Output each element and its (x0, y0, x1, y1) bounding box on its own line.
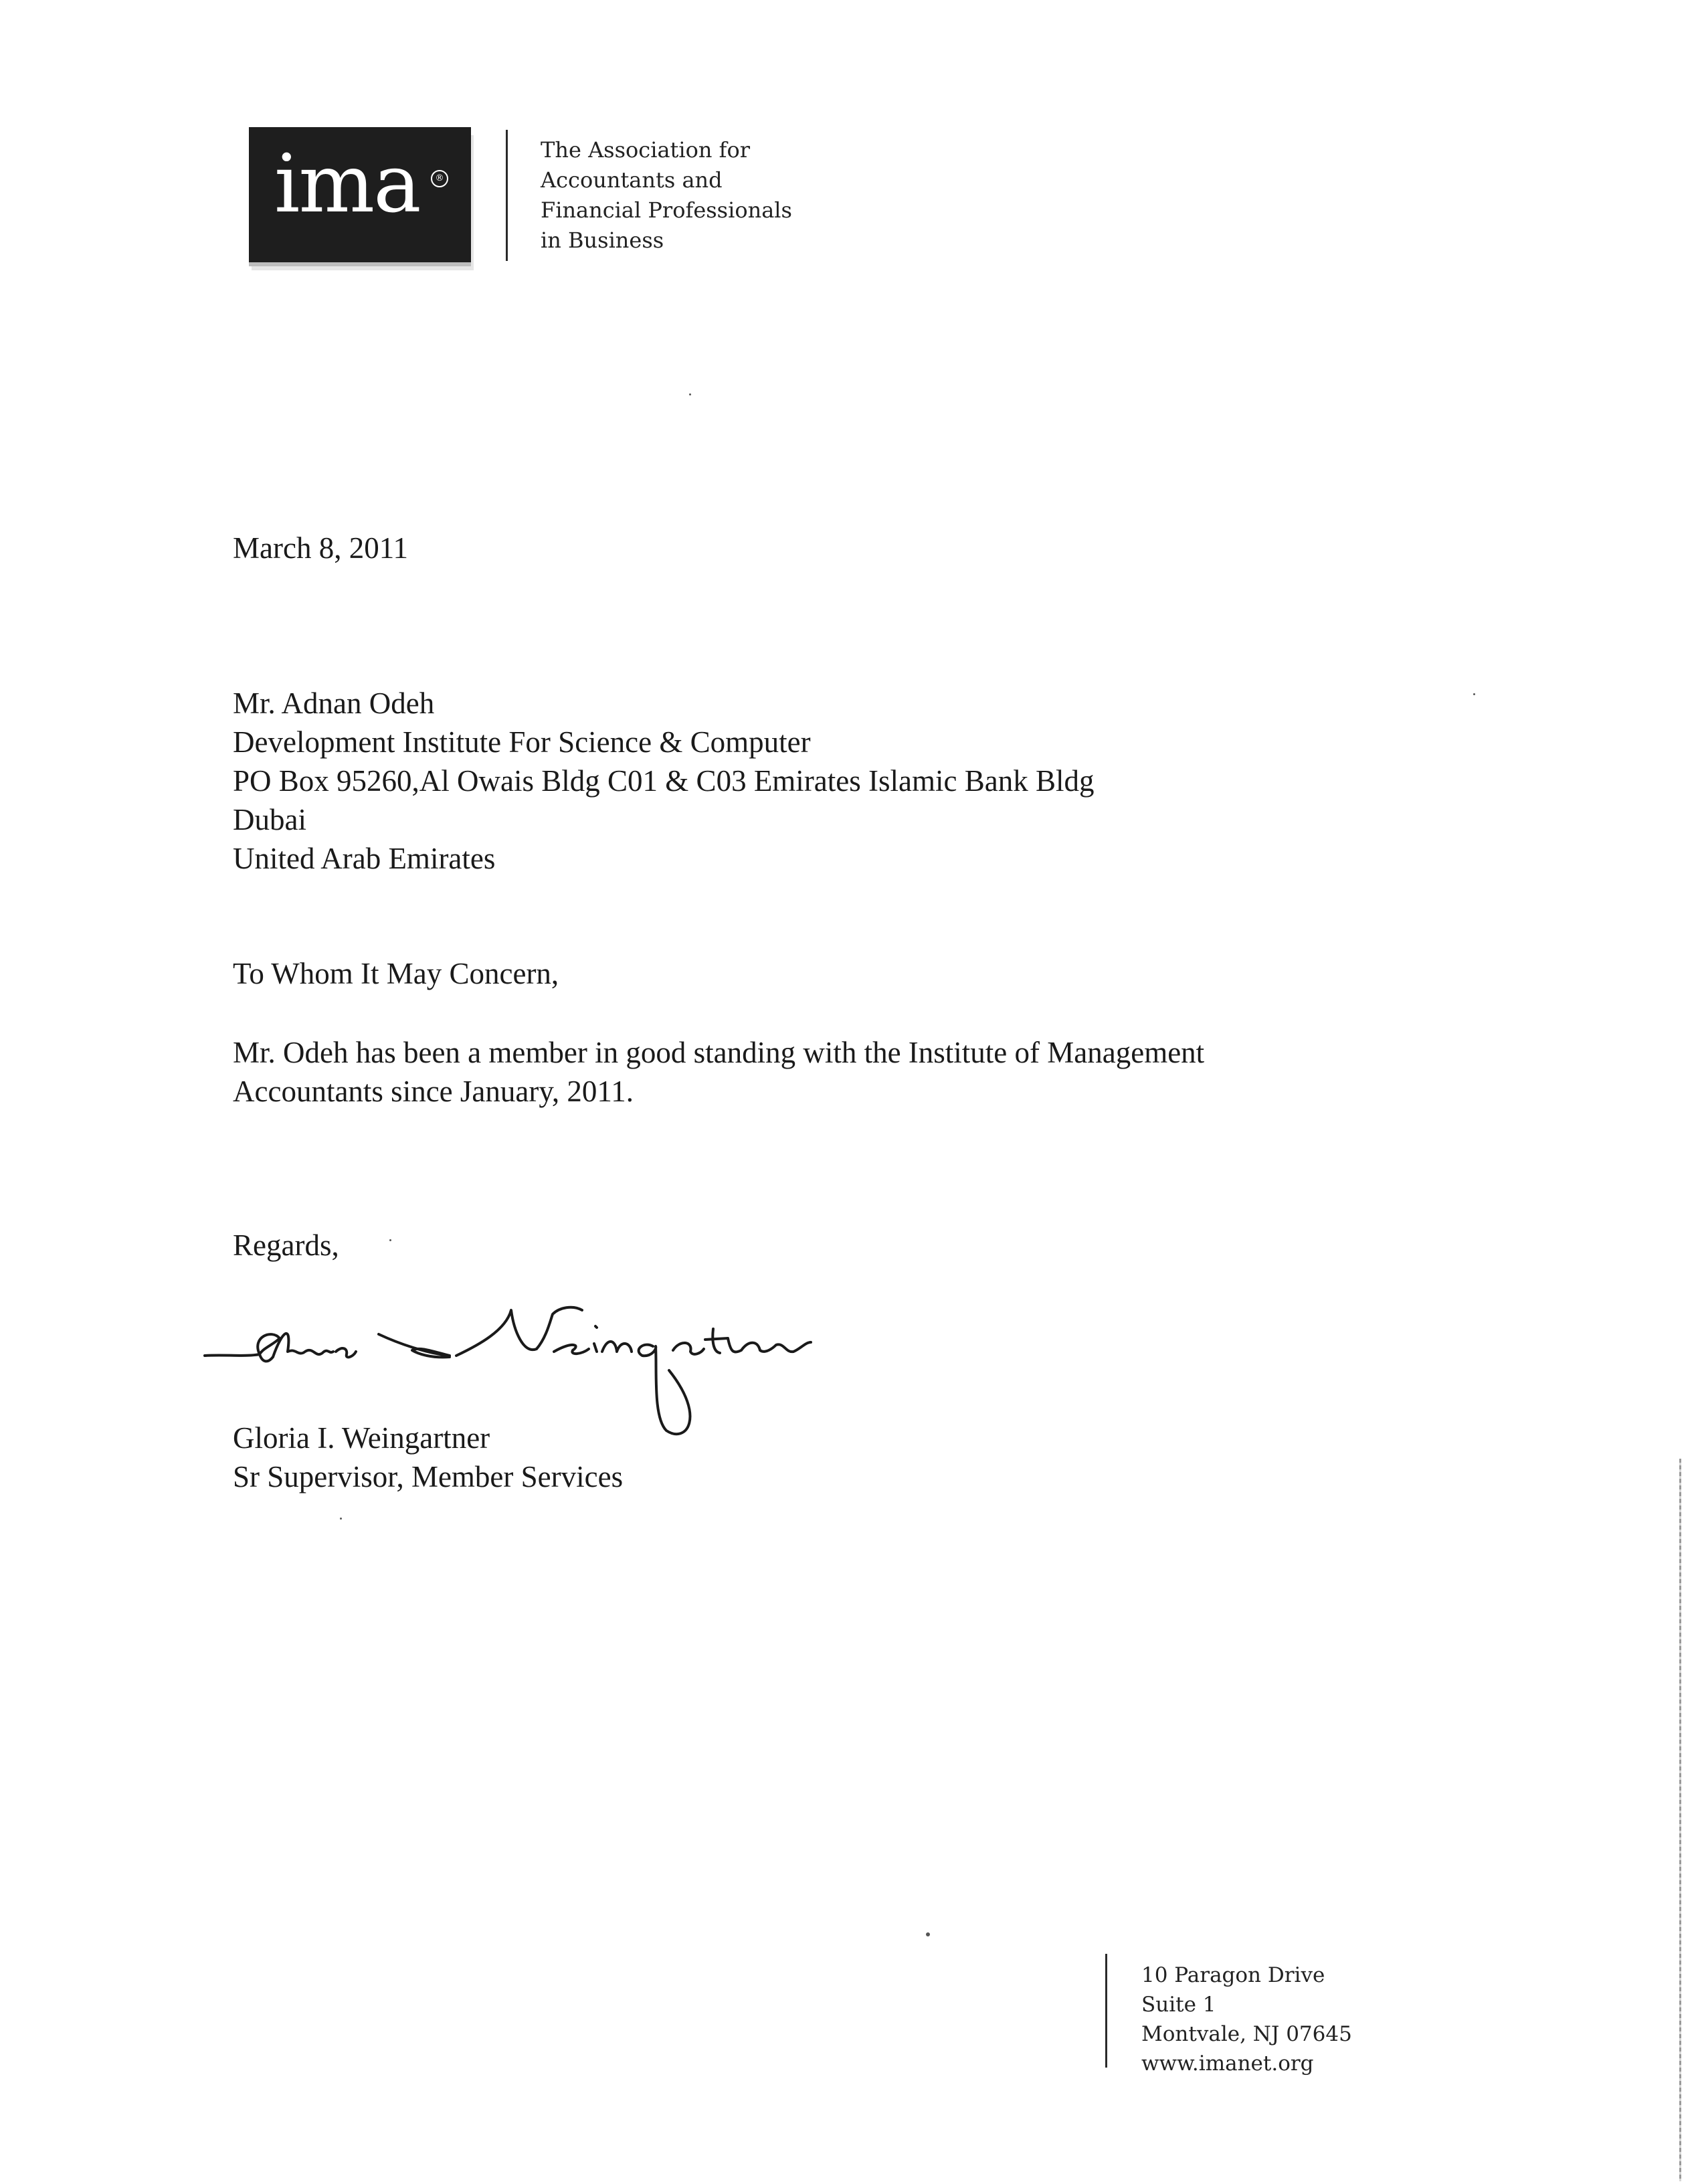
tagline-line: The Association for (541, 137, 751, 163)
scan-speck (389, 1239, 391, 1241)
scan-speck (1473, 693, 1475, 695)
scan-speck (926, 1932, 930, 1936)
footer-address-line: Montvale, NJ 07645 (1141, 2022, 1352, 2046)
scan-speck (689, 393, 691, 395)
body-line: Accountants since January, 2011. (233, 1075, 634, 1108)
footer-address-line: Suite 1 (1141, 1993, 1216, 2017)
letterhead-tagline (541, 135, 792, 256)
footer-divider (1105, 1954, 1107, 2068)
scan-speck (340, 1518, 342, 1520)
recipient-address-line: PO Box 95260,Al Owais Bldg C01 & C03 Emirates Islamic Bank Bldg (233, 764, 1095, 798)
salutation (233, 954, 559, 993)
scan-edge-artifact (1679, 1459, 1681, 2181)
tagline-line: in Business (541, 227, 664, 253)
recipient-name: Mr. Adnan Odeh (233, 687, 435, 720)
footer-address (1141, 1961, 1352, 2078)
tagline-line: Accountants and (541, 167, 723, 193)
footer-website: www.imanet.org (1141, 2052, 1314, 2076)
letter-date (233, 529, 408, 567)
closing (233, 1226, 339, 1265)
letterhead-divider (506, 130, 508, 261)
signer-block (233, 1419, 623, 1496)
salutation-text: To Whom It May Concern, (233, 957, 559, 990)
date-text: March 8, 2011 (233, 531, 409, 565)
closing-text: Regards, (233, 1228, 339, 1262)
ima-logo (249, 127, 471, 262)
recipient-organization: Development Institute For Science & Computer (233, 725, 811, 759)
body-line: Mr. Odeh has been a member in good standing with the Institute of Management (233, 1036, 1205, 1069)
signer-title: Sr Supervisor, Member Services (233, 1460, 624, 1493)
signer-name: Gloria I. Weingartner (233, 1421, 490, 1455)
logo-wordmark: ima (274, 138, 420, 231)
recipient-country: United Arab Emirates (233, 842, 496, 875)
recipient-address (233, 684, 1094, 878)
tagline-line: Financial Professionals (541, 197, 792, 223)
footer-address-line: 10 Paragon Drive (1141, 1963, 1325, 1987)
letter-body (233, 1033, 1204, 1111)
registered-mark-icon: ® (431, 170, 448, 187)
recipient-city: Dubai (233, 803, 306, 836)
